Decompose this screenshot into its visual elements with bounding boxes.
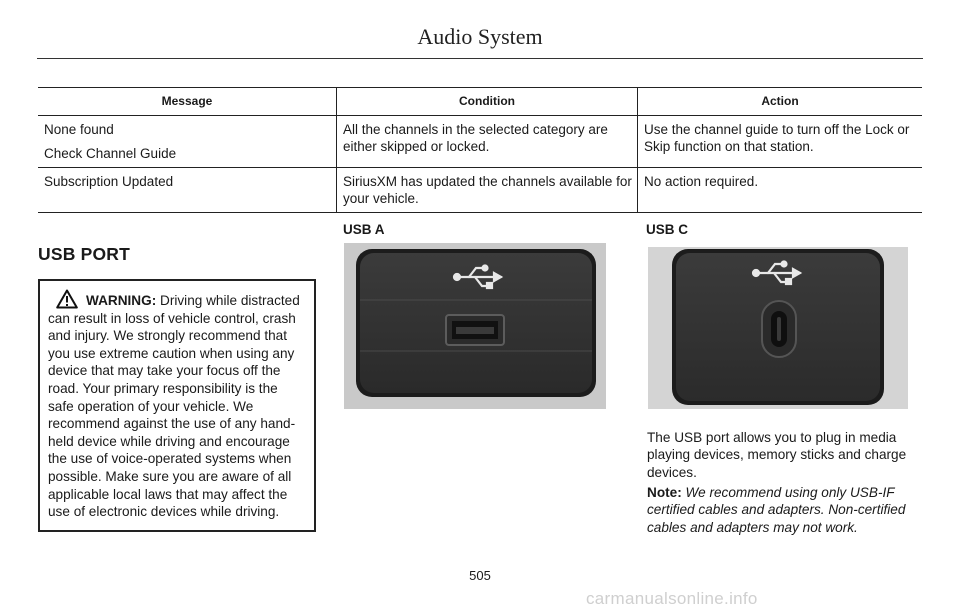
warning-text: Driving while distracted can result in loss of vehicle control, crash and injury. We strongly recommend that you use extreme caution when using any device that may take your focus off the road. Your primary responsibility is the safe operation of your vehicle. We recommend against the use of any hand-held device while driving and encourage the use of voice-operated systems when possible. Make sure you are aware of all applicable local laws that may affect the use of electronic devices while driving. bbox=[48, 293, 300, 520]
warning-box bbox=[38, 279, 316, 532]
condition-cell: SiriusXM has updated the channels available for your vehicle. bbox=[337, 168, 638, 213]
table-row bbox=[38, 116, 922, 168]
column-header-action: Action bbox=[638, 88, 923, 116]
page-title: Audio System bbox=[417, 24, 543, 49]
note-text: We recommend using only USB-IF certified cables and adapters. Non-certified cables and adapters may not work. bbox=[647, 485, 906, 535]
usb-a-port-illustration bbox=[344, 243, 606, 409]
usb-description: The USB port allows you to plug in media playing devices, memory sticks and charge devices. bbox=[647, 430, 907, 480]
warning-triangle-icon bbox=[56, 289, 78, 309]
action-cell: No action required. bbox=[638, 168, 923, 213]
page-number: 505 bbox=[469, 568, 491, 583]
column-header-message: Message bbox=[38, 88, 337, 116]
usb-a-port-image bbox=[344, 243, 606, 409]
message-cell bbox=[38, 116, 337, 168]
usb-c-port-image bbox=[648, 247, 908, 409]
table-header-row bbox=[38, 88, 922, 116]
message-text: Subscription Updated bbox=[44, 174, 174, 189]
message-cell bbox=[38, 168, 337, 213]
figure-label-usb-a: USB A bbox=[343, 222, 385, 237]
usb-note bbox=[647, 484, 929, 536]
section-title: USB PORT bbox=[38, 244, 131, 264]
watermark: carmanualsonline.info bbox=[586, 589, 758, 608]
condition-cell: All the channels in the selected category are either skipped or locked. bbox=[337, 116, 638, 168]
table-row bbox=[38, 168, 922, 213]
warning-label: WARNING: bbox=[86, 293, 157, 308]
action-cell: Use the channel guide to turn off the Lock or Skip function on that station. bbox=[638, 116, 923, 168]
figure-label-usb-c: USB C bbox=[646, 222, 689, 237]
usb-c-port-illustration bbox=[648, 247, 908, 409]
header-divider bbox=[37, 58, 923, 59]
note-label: Note: bbox=[647, 485, 682, 500]
message-text: None found bbox=[44, 122, 114, 137]
column-header-condition: Condition bbox=[337, 88, 638, 116]
message-text: Check Channel Guide bbox=[44, 146, 177, 161]
message-table bbox=[38, 87, 922, 213]
